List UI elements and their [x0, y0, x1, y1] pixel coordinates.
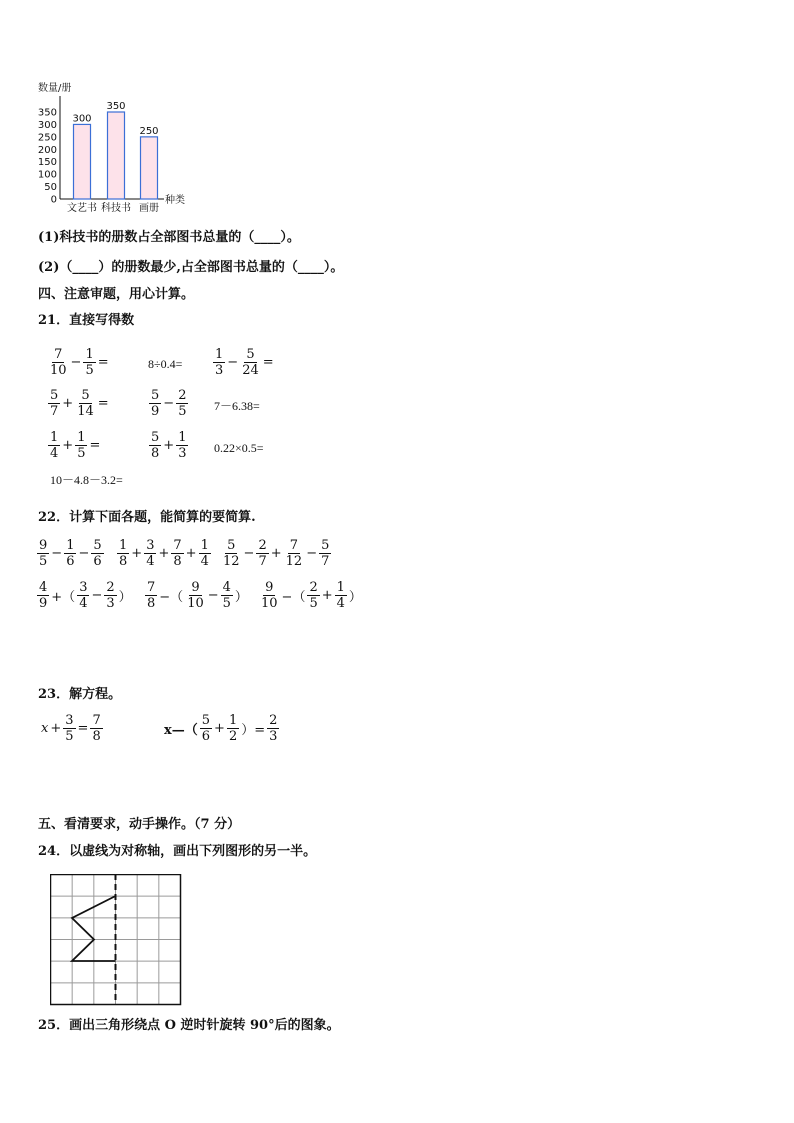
- y-tick-label: 250: [37, 132, 57, 144]
- q23-equation-2: x—（ $\frac{5}{6}$ + $\frac{1}{2}$ ）= $\frac{2}{3}$: [164, 713, 278, 744]
- question-21-title: 21．直接写得数: [38, 313, 135, 328]
- q21-c1: $\frac{1}{4}$ + $\frac{1}{5}$ =: [50, 430, 101, 461]
- q22-expr-1: $\frac{9}{5}$ − $\frac{1}{6}$ − $\frac{5}{6}$: [39, 538, 102, 569]
- q23-equation-1: x + $\frac{3}{5}$ = $\frac{7}{8}$: [41, 713, 101, 744]
- q22-expr-3: $\frac{5}{12}$ − $\frac{2}{7}$ + $\frac{7}{12}$ − $\frac{5}{7}$: [223, 538, 330, 569]
- question-25-title: 25．画出三角形绕点 O 逆时针旋转 90°后的图象。: [38, 1018, 340, 1033]
- q22-expr-6: $\frac{9}{10}$ −（ $\frac{2}{5}$ + $\frac{1}{4}$ ）: [261, 580, 362, 611]
- y-tick-label: 200: [37, 144, 57, 156]
- category-label: 文艺书: [67, 203, 97, 214]
- q21-d1: 10－4.8－3.2=: [50, 473, 123, 487]
- question-23-title: 23．解方程。: [38, 687, 122, 702]
- q22-expr-4: $\frac{4}{9}$ +（ $\frac{3}{4}$ − $\frac{2}{3}$ ）: [39, 580, 132, 611]
- q21-c2: $\frac{5}{8}$ + $\frac{1}{3}$: [151, 430, 187, 461]
- bar-value-label: 250: [139, 125, 159, 137]
- bar-chart: [30, 72, 210, 220]
- bar: [74, 124, 91, 199]
- q21-c3: 0.22×0.5=: [214, 441, 264, 455]
- q22-expr-5: $\frac{7}{8}$ −（ $\frac{9}{10}$ − $\frac{4}{5}$ ）: [147, 580, 248, 611]
- q21-a1: $\frac{7}{10}$ − $\frac{1}{5}$ =: [50, 347, 109, 378]
- question-1: (1)科技书的册数占全部图书总量的（____）。: [38, 230, 300, 245]
- question-22-title: 22．计算下面各题，能简算的要简算.: [38, 510, 256, 525]
- section-5-heading: 五、看清要求，动手操作。（7 分）: [38, 817, 241, 832]
- bar: [108, 112, 125, 199]
- bar: [141, 137, 158, 199]
- y-tick-label: 50: [44, 182, 57, 194]
- chart-ylabel: 数量/册: [38, 83, 72, 94]
- question-2: (2)（____）的册数最少,占全部图书总量的（____）。: [38, 260, 344, 275]
- chart-xlabel: 种类: [165, 195, 185, 206]
- y-tick-label: 350: [37, 107, 57, 119]
- section-4-heading: 四、注意审题，用心计算。: [38, 287, 195, 302]
- y-tick-label: 100: [37, 169, 57, 181]
- question-24-title: 24．以虚线为对称轴，画出下列图形的另一半。: [38, 844, 317, 859]
- q21-a2: 8÷0.4=: [148, 357, 183, 371]
- symmetry-grid: [50, 874, 182, 1006]
- q21-a3: $\frac{1}{3}$ − $\frac{5}{24}$ =: [215, 347, 274, 378]
- y-tick-label: 300: [37, 119, 57, 131]
- bar-value-label: 300: [72, 113, 92, 125]
- q21-b2: $\frac{5}{9}$ − $\frac{2}{5}$: [151, 388, 187, 419]
- y-tick-label: 150: [37, 157, 57, 169]
- q21-b1: $\frac{5}{7}$ + $\frac{5}{14}$ =: [50, 388, 109, 419]
- category-label: 画册: [139, 203, 159, 214]
- bar-value-label: 350: [106, 101, 126, 112]
- q21-b3: 7－6.38=: [214, 399, 260, 413]
- category-label: 科技书: [101, 203, 131, 214]
- q22-expr-2: $\frac{1}{8}$ + $\frac{3}{4}$ + $\frac{7}{8}$ + $\frac{1}{4}$: [119, 538, 209, 569]
- y-tick-label: 0: [50, 194, 57, 206]
